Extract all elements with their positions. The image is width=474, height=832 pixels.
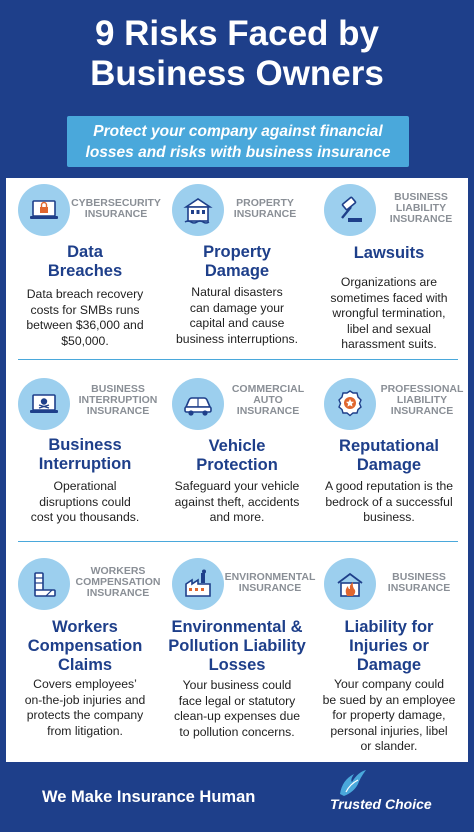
risk-title-line: Breaches (47, 262, 123, 280)
desc-line: against theft, accidents (174, 494, 300, 509)
category-line: INSURANCE (387, 582, 451, 594)
desc-line: Organizations are (340, 275, 438, 289)
desc-line: sometimes faced with (330, 290, 448, 305)
desc-line: be sued by an employee (322, 692, 456, 707)
desc-line: $50,000. (61, 333, 109, 348)
risk-title-line: Injuries or (349, 637, 429, 655)
category-label (72, 384, 164, 417)
risk-title-line: Interruption (38, 455, 132, 473)
risk-title-line: Property (203, 243, 271, 261)
desc-line: libel and sexual (346, 321, 431, 336)
risk-title-line: Losses (208, 656, 266, 674)
desc-line: wrongful termination, (332, 306, 446, 320)
risk-description (162, 285, 312, 347)
desc-line: and more. (209, 510, 265, 524)
category-line: INTERRUPTION (78, 394, 158, 406)
subtitle-banner (67, 116, 409, 167)
desc-line: can damage your (189, 300, 285, 315)
category-line: INSURANCE (238, 582, 302, 594)
category-line: BUSINESS (394, 191, 448, 203)
category-line: INSURANCE (236, 405, 300, 417)
risk-description (10, 287, 160, 349)
category-line: WORKERS (90, 565, 146, 577)
risk-grid (6, 178, 468, 762)
factory-icon (172, 558, 224, 610)
risk-title-line: Vehicle (208, 437, 266, 455)
tagline: We Make Insurance Human (42, 788, 256, 806)
risk-description (314, 479, 464, 526)
desc-line: personal injuries, libel (330, 723, 448, 738)
desc-line: protects the company (26, 708, 144, 722)
category-line: INSURANCE (233, 208, 297, 220)
category-line: INSURANCE (390, 405, 454, 417)
footer (0, 762, 474, 832)
desc-line: business. (363, 510, 415, 524)
desc-line: Safeguard your vehicle (174, 479, 300, 493)
risk-title-line: Damage (356, 656, 422, 674)
category-line: COMMERCIAL (231, 383, 305, 395)
risk-description (314, 275, 464, 353)
category-line: INSURANCE (389, 213, 453, 225)
risk-title-line: Business (48, 436, 122, 454)
row-divider (18, 359, 458, 360)
risk-title-line: Claims (57, 656, 113, 674)
title-line-1: 9 Risks Faced by (94, 14, 380, 53)
risk-title (314, 618, 464, 675)
category-label (70, 566, 166, 599)
risk-description (10, 677, 160, 739)
broken-cast-icon (18, 558, 70, 610)
risk-title-line: Environmental & (171, 618, 303, 636)
risk-title (314, 244, 464, 263)
title-line-2: Business Owners (90, 54, 384, 93)
brand-name: Trusted Choice (330, 796, 432, 812)
category-line: INSURANCE (84, 208, 148, 220)
laptop-skull-icon (18, 378, 70, 430)
risk-title (162, 243, 312, 281)
brand-logo[interactable] (324, 772, 464, 822)
laptop-lock-icon (18, 184, 70, 236)
risk-description (162, 678, 312, 740)
risk-title (162, 437, 312, 475)
subtitle-line-2: losses and risks with business insurance (85, 144, 391, 161)
vehicle-icon (172, 378, 224, 430)
desc-line: Covers employees’ (33, 677, 137, 691)
risk-title-line: Protection (196, 456, 278, 474)
desc-line: A good reputation is the (324, 479, 454, 493)
risk-title-line: Lawsuits (353, 244, 425, 262)
category-label (228, 198, 302, 220)
desc-line: Natural disasters (191, 285, 283, 299)
category-line: COMPENSATION (75, 576, 161, 588)
category-line: BUSINESS (91, 383, 145, 395)
desc-line: Your business could (182, 678, 292, 692)
category-line: PROPERTY (236, 197, 294, 209)
right-border (468, 0, 474, 832)
risk-description (162, 479, 312, 526)
category-line: LIABILITY (396, 394, 448, 406)
desc-line: on-the-job injuries and (24, 692, 146, 707)
desc-line: or slander. (360, 739, 418, 753)
header (0, 0, 474, 178)
gavel-icon (324, 184, 376, 236)
building-icon (172, 184, 224, 236)
category-line: PROFESSIONAL (380, 383, 464, 395)
desc-line: clean-up expenses due (173, 709, 301, 723)
subtitle-line-1: Protect your company against financial (93, 123, 383, 140)
desc-line: Data breach recovery (26, 287, 144, 301)
risk-title-line: Workers (52, 618, 118, 636)
risk-title-line: Damage (204, 262, 270, 280)
desc-line: Operational (53, 479, 117, 493)
house-fire-icon (324, 558, 376, 610)
risk-title (162, 618, 312, 675)
desc-line: from litigation. (47, 723, 123, 738)
category-label (224, 572, 316, 594)
risk-title-line: Pollution Liability (168, 637, 306, 655)
risk-title-line: Liability for (344, 618, 434, 636)
category-label (376, 384, 468, 417)
page-title (0, 14, 474, 94)
risk-title (10, 243, 160, 281)
desc-line: capital and cause (189, 316, 285, 330)
desc-line: Your company could (334, 677, 444, 691)
category-label (70, 198, 162, 220)
risk-description (314, 677, 464, 755)
category-label (228, 384, 308, 417)
row-divider (18, 541, 458, 542)
category-line: BUSINESS (392, 571, 446, 583)
category-label (380, 192, 462, 225)
category-label (384, 572, 454, 594)
desc-line: to pollution concerns. (179, 724, 295, 739)
risk-title (10, 618, 160, 675)
desc-line: costs for SMBs runs (30, 302, 140, 317)
category-line: CYBERSECURITY (71, 197, 161, 209)
risk-title-line: Reputational (339, 437, 439, 455)
category-line: ENVIRONMENTAL (224, 571, 316, 583)
risk-title-line: Compensation (27, 637, 143, 655)
category-line: LIABILITY (395, 202, 447, 214)
category-line: AUTO (253, 394, 283, 406)
desc-line: face legal or statutory (178, 693, 296, 708)
desc-line: between $36,000 and (26, 318, 144, 332)
subtitle (67, 121, 409, 163)
risk-title-line: Damage (356, 456, 422, 474)
risk-title (314, 437, 464, 475)
award-badge-icon (324, 378, 376, 430)
desc-line: business interruptions. (176, 331, 298, 346)
eagle-logo-icon (336, 768, 370, 798)
desc-line: for property damage, (332, 708, 446, 722)
risk-title (10, 436, 160, 474)
desc-line: harassment suits. (341, 337, 437, 351)
risk-title-line: Data (67, 243, 103, 261)
category-line: INSURANCE (86, 405, 150, 417)
desc-line: bedrock of a successful (325, 494, 453, 509)
category-line: INSURANCE (86, 587, 150, 599)
desc-line: disruptions could (39, 494, 131, 509)
desc-line: cost you thousands. (30, 510, 140, 524)
risk-description (10, 479, 160, 526)
